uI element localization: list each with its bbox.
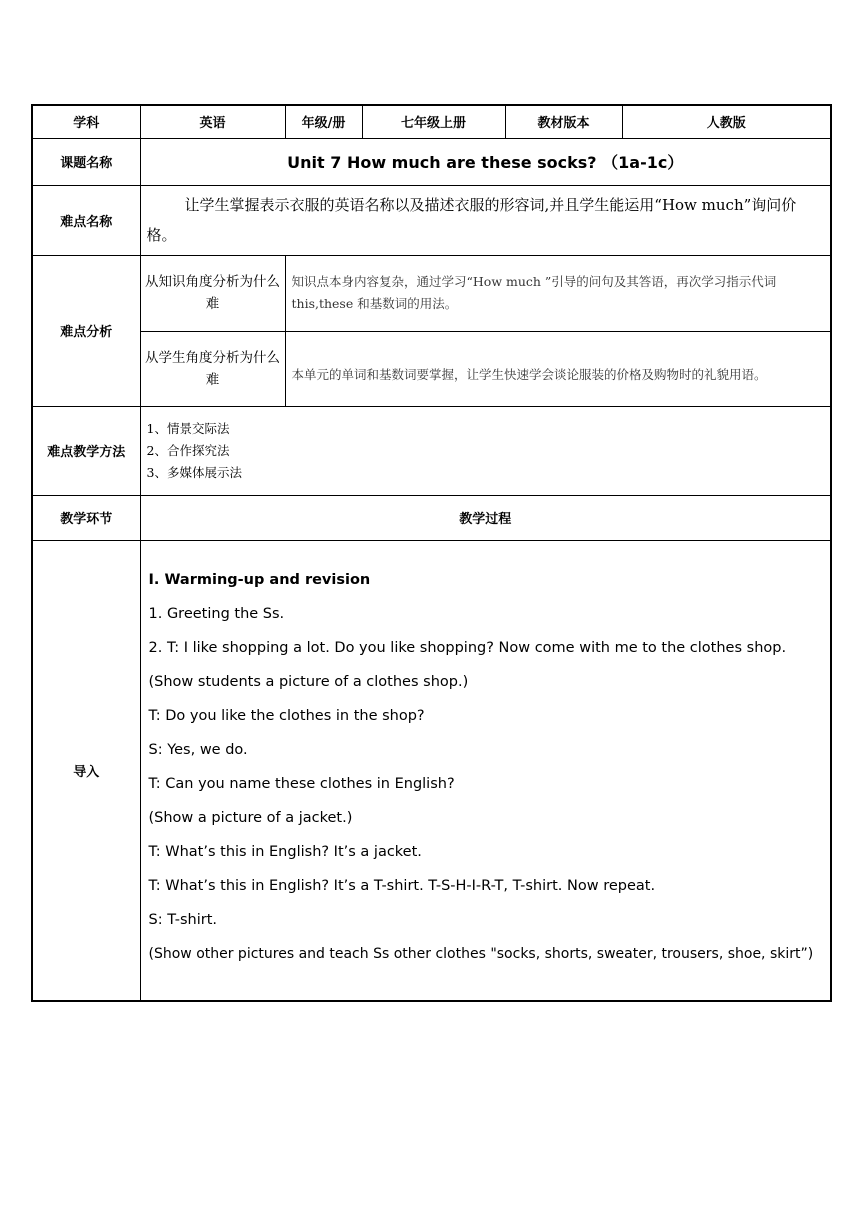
methods-label: 难点教学方法 — [32, 406, 140, 495]
process-line: (Show other pictures and teach Ss other clothes "socks, shorts, sweater, trousers, shoe, skirt”) — [148, 946, 814, 963]
process-line: 1. Greeting the Ss. — [148, 606, 285, 623]
process-line: (Show students a picture of a clothes shop.) — [148, 674, 469, 691]
process-line: T: Can you name these clothes in English? — [148, 776, 455, 793]
subject-label: 学科 — [32, 105, 140, 138]
student-text: 本单元的单词和基数词要掌握，让学生快速学会谈论服装的价格及购物时的礼貌用语。 — [285, 331, 831, 406]
lesson-plan-table — [31, 104, 832, 1002]
method-item: 1、情景交际法 — [146, 420, 230, 436]
intro-content — [140, 540, 831, 1001]
intro-row — [32, 540, 831, 1001]
methods-row — [32, 406, 831, 495]
lesson-title-label: 课题名称 — [32, 138, 140, 185]
process-line: 2. T: I like shopping a lot. Do you like shopping? Now come with me to the clothes shop. — [148, 640, 787, 657]
process-line: (Show a picture of a jacket.) — [148, 810, 353, 827]
process-header-row — [32, 495, 831, 540]
method-item: 3、多媒体展示法 — [146, 464, 242, 480]
difficulty-text: 让学生掌握表示衣服的英语名称以及描述衣服的形容词,并且学生能运用“How much”询问价格。 — [146, 196, 797, 244]
difficulty-row — [32, 185, 831, 255]
section-heading: Ⅰ. Warming-up and revision — [148, 572, 371, 589]
lesson-title-row — [32, 138, 831, 185]
knowledge-label: 从知识角度分析为什么难 — [140, 255, 285, 331]
subject-value: 英语 — [140, 105, 285, 138]
difficulty-text-cell — [140, 185, 831, 255]
intro-label: 导入 — [32, 540, 140, 1001]
method-item: 2、合作探究法 — [146, 442, 230, 458]
process-line: S: T-shirt. — [148, 912, 217, 929]
analysis-row-student — [32, 331, 831, 406]
process-line: T: What’s this in English? It’s a jacket. — [148, 844, 422, 861]
analysis-row-knowledge — [32, 255, 831, 331]
stage-label: 教学环节 — [32, 495, 140, 540]
edition-value: 人教版 — [622, 105, 831, 138]
edition-label: 教材版本 — [505, 105, 622, 138]
process-line: S: Yes, we do. — [148, 742, 248, 759]
process-label: 教学过程 — [140, 495, 831, 540]
grade-value: 七年级上册 — [362, 105, 505, 138]
difficulty-label: 难点名称 — [32, 185, 140, 255]
info-row — [32, 105, 831, 138]
knowledge-text: 知识点本身内容复杂，通过学习“How much ”引导的问句及其答语，再次学习指示代词 this,these 和基数词的用法。 — [285, 255, 831, 331]
grade-label: 年级/册 — [285, 105, 362, 138]
student-label: 从学生角度分析为什么难 — [140, 331, 285, 406]
process-line: T: Do you like the clothes in the shop? — [148, 708, 425, 725]
process-line: T: What’s this in English? It’s a T-shirt. T-S-H-I-R-T, T-shirt. Now repeat. — [148, 878, 656, 895]
methods-list — [140, 406, 831, 495]
analysis-label: 难点分析 — [32, 255, 140, 406]
lesson-title: Unit 7 How much are these socks? （1a-1c） — [140, 138, 831, 185]
